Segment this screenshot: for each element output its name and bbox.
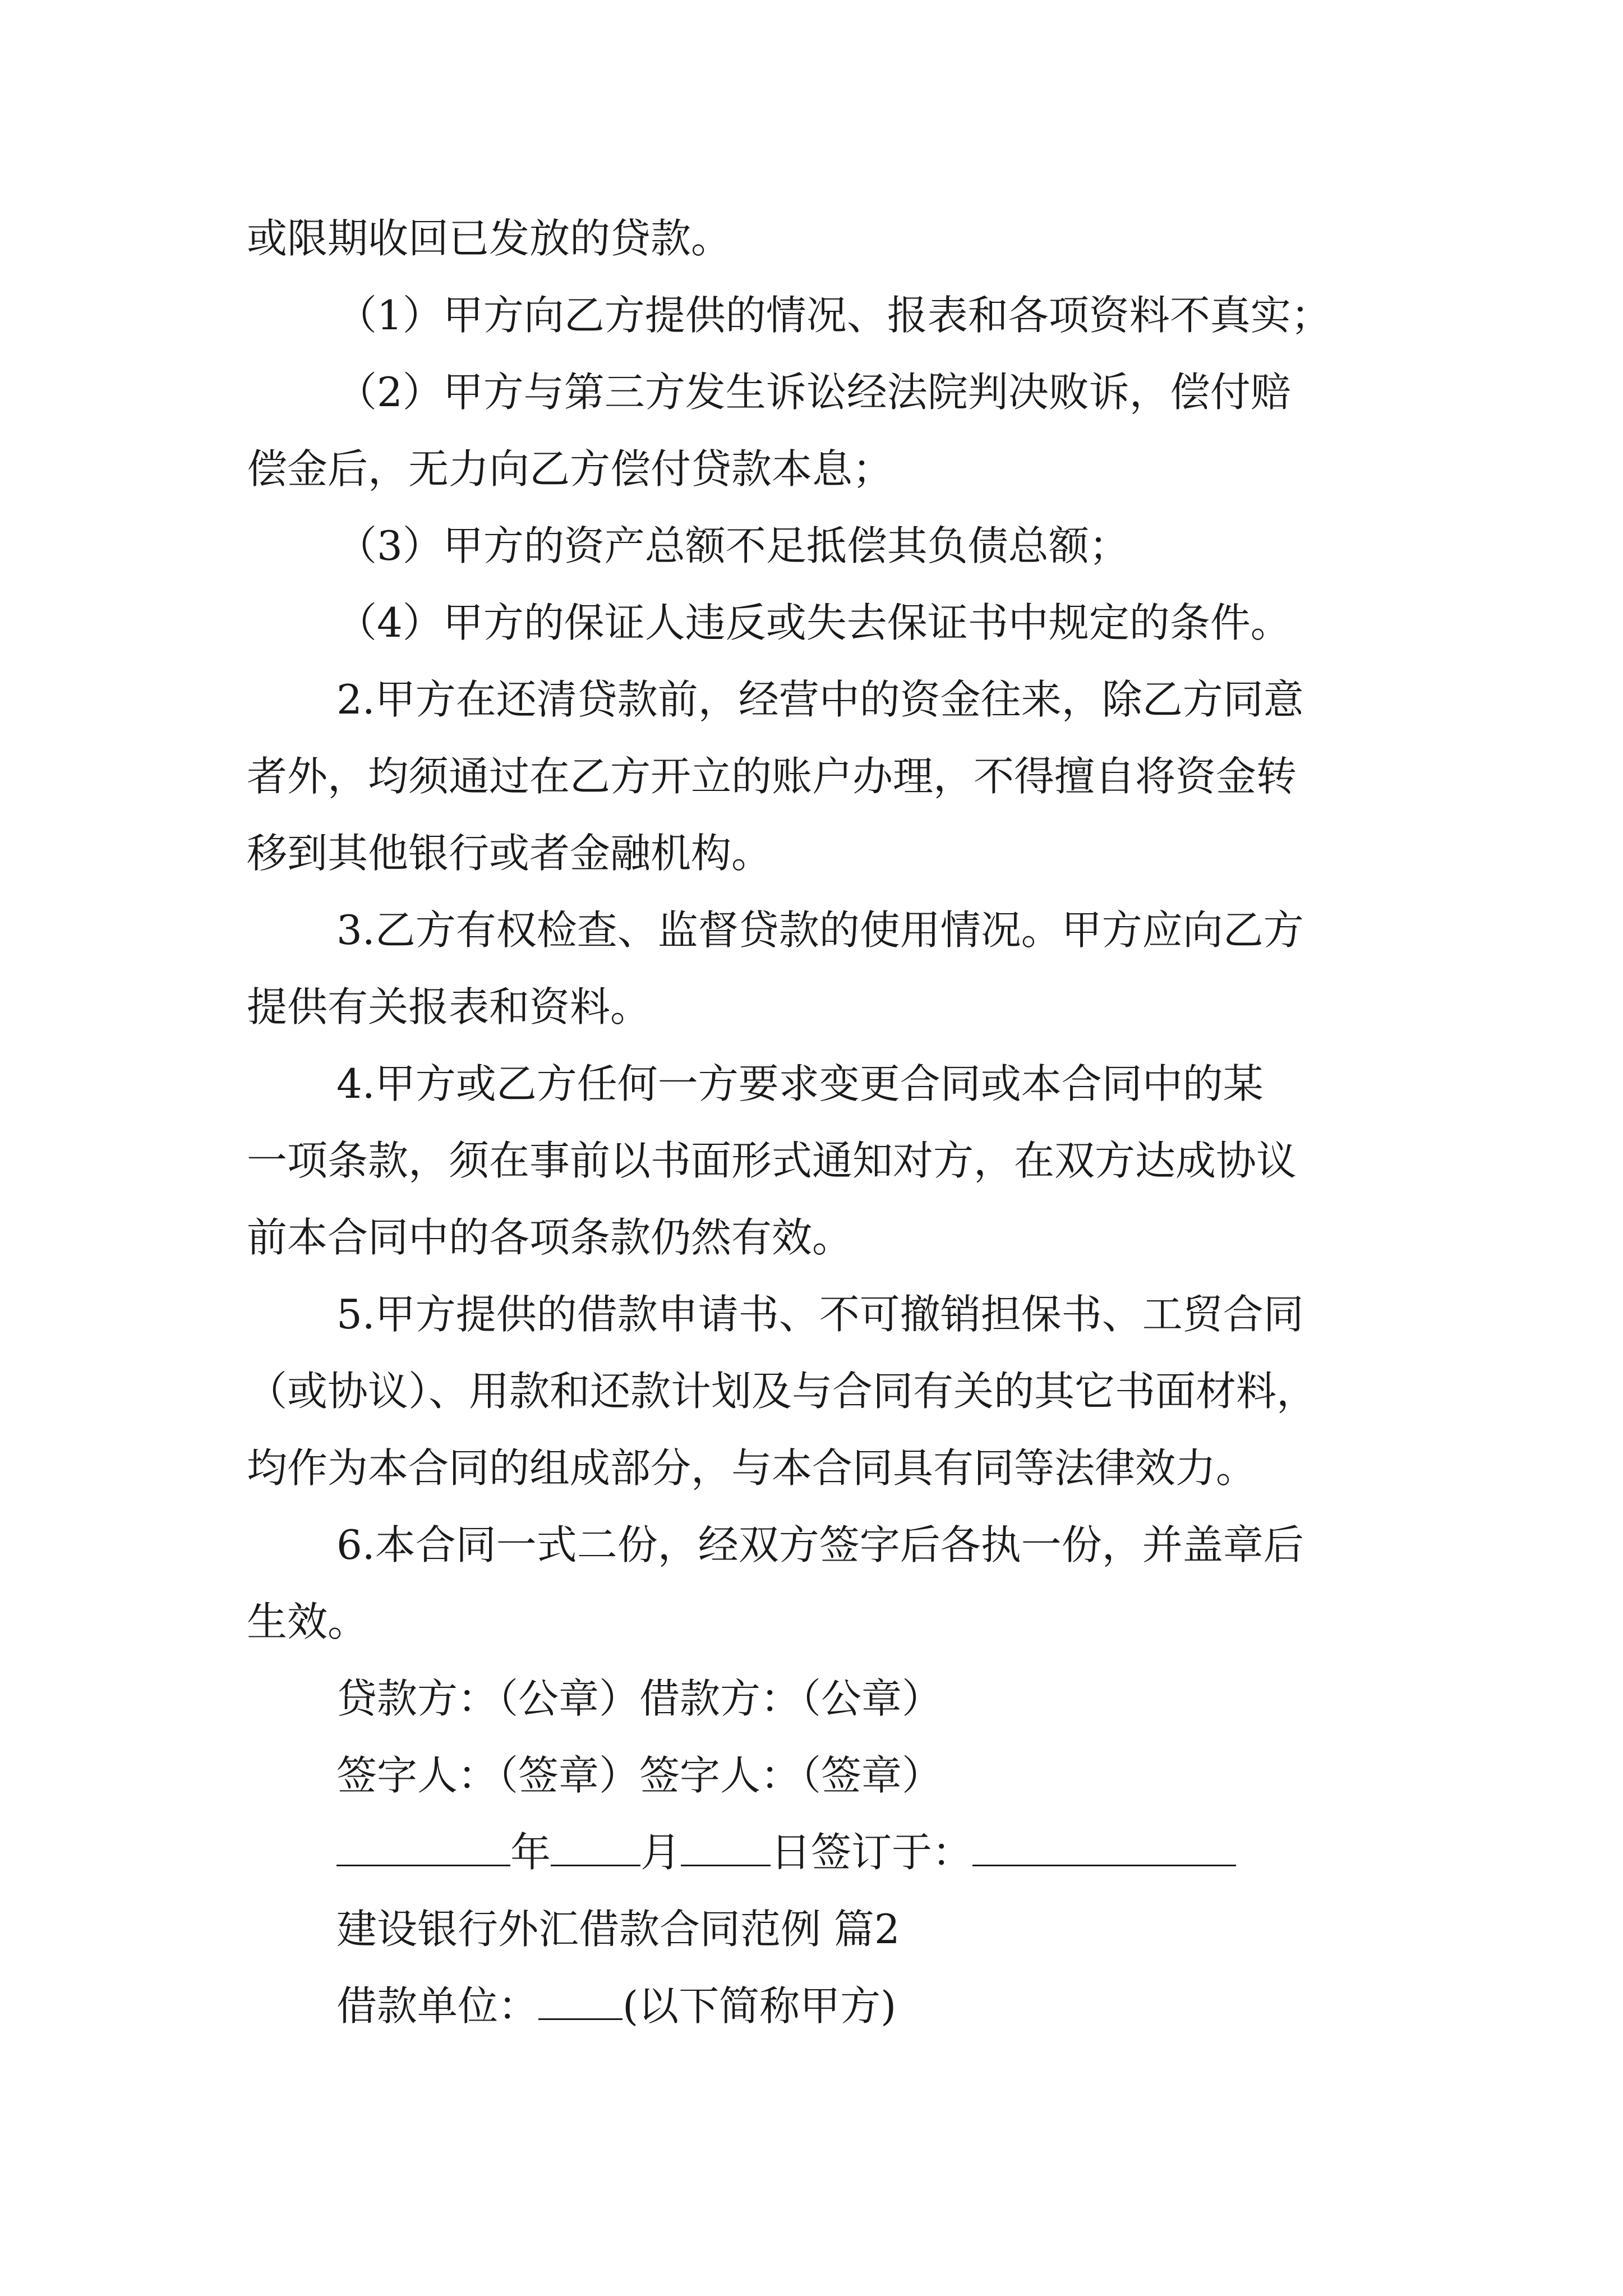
text-line: 3.乙方有权检查、监督贷款的使用情况。甲方应向乙方 bbox=[336, 907, 1304, 954]
day-label: 日签订于： bbox=[771, 1829, 973, 1876]
text-line: 2.甲方在还清贷款前，经营中的资金往来，除乙方同意 bbox=[336, 676, 1304, 723]
text-line: （2）甲方与第三方发生诉讼经法院判决败诉，偿付赔 bbox=[336, 369, 1291, 416]
borrower-line bbox=[336, 1981, 896, 2031]
text-line: 移到其他银行或者金融机构。 bbox=[247, 830, 772, 877]
day-blank bbox=[681, 1828, 771, 1866]
text-line: 一项条款，须在事前以书面形式通知对方，在双方达成协议 bbox=[247, 1137, 1297, 1184]
section-title: 建设银行外汇借款合同范例 篇2 bbox=[336, 1906, 900, 1953]
borrower-label: 借款单位： bbox=[336, 1982, 539, 2030]
signature-line-signers: 签字人：（签章）签字人：（签章） bbox=[336, 1752, 943, 1799]
text-line: 4.甲方或乙方任何一方要求变更合同或本合同中的某 bbox=[336, 1060, 1264, 1107]
text-line: 者外，均须通过在乙方开立的账户办理，不得擅自将资金转 bbox=[247, 753, 1297, 800]
text-line: 前本合同中的各项条款仍然有效。 bbox=[247, 1214, 853, 1261]
text-line: （1）甲方向乙方提供的情况、报表和各项资料不真实； bbox=[336, 292, 1331, 339]
text-line: （或协议）、用款和还款计划及与合同有关的其它书面材料， bbox=[247, 1368, 1317, 1415]
year-label: 年 bbox=[510, 1829, 551, 1876]
text-line: 均作为本合同的组成部分，与本合同具有同等法律效力。 bbox=[247, 1444, 1257, 1492]
date-line bbox=[336, 1827, 1236, 1878]
signature-line-lender-borrower: 贷款方：（公章）借款方：（公章） bbox=[336, 1675, 943, 1722]
text-line: 偿金后，无力向乙方偿付贷款本息； bbox=[247, 445, 893, 493]
month-blank bbox=[551, 1828, 640, 1866]
text-line: 生效。 bbox=[247, 1598, 368, 1645]
year-blank bbox=[336, 1828, 510, 1866]
text-line: 6.本合同一式二份，经双方签字后各执一份，并盖章后 bbox=[336, 1521, 1304, 1568]
borrower-blank bbox=[538, 1981, 623, 2020]
text-line: 或限期收回已发放的贷款。 bbox=[247, 215, 732, 262]
text-line: 5.甲方提供的借款申请书、不可撤销担保书、工贸合同 bbox=[336, 1291, 1304, 1338]
borrower-suffix: (以下简称甲方) bbox=[623, 1982, 897, 2030]
place-blank bbox=[972, 1828, 1236, 1866]
text-line: 提供有关报表和资料。 bbox=[247, 983, 651, 1030]
text-line: （4）甲方的保证人违反或失去保证书中规定的条件。 bbox=[336, 599, 1291, 646]
text-line: （3）甲方的资产总额不足抵偿其负债总额； bbox=[336, 522, 1129, 569]
month-label: 月 bbox=[640, 1829, 681, 1876]
